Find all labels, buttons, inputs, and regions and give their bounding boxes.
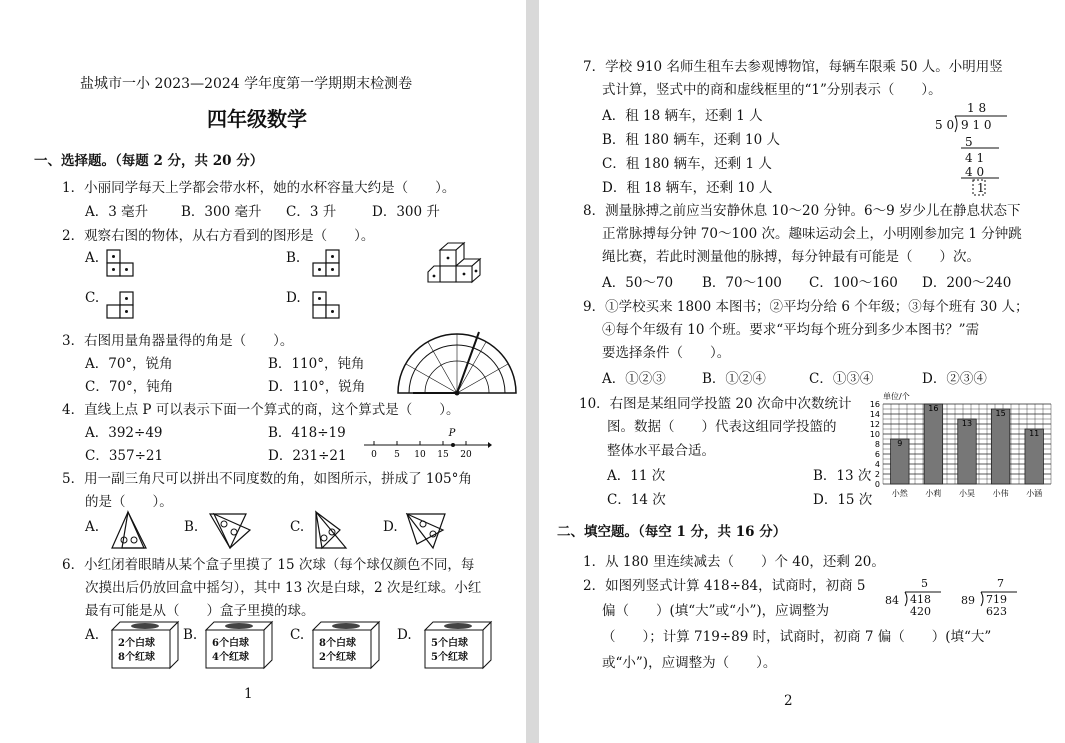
fill-2-division-2: [961, 578, 1021, 622]
exam-header: 盐城市一小 2023—2024 学年度第一学期期末检测卷: [80, 76, 413, 92]
section-2-heading: 二、填空题。（每空 1 分，共 16 分）: [557, 524, 787, 540]
q6-stem-line-3: 最有可能是从（ ）盒子里摸的球。: [85, 603, 315, 619]
chart-x-tick: 小昊: [959, 489, 975, 498]
q1-option-d[interactable]: D．300 升: [372, 204, 440, 220]
q4-option-d[interactable]: D．231÷21: [268, 448, 347, 464]
q2-shape-c: [105, 290, 137, 322]
q6-option-a[interactable]: A.: [85, 627, 100, 643]
q1-stem: 1．小丽同学每天上学都会带水杯，她的水杯容量大约是（ ）。: [62, 180, 456, 196]
q7-step-3: 4 0: [965, 165, 985, 179]
q3-option-c[interactable]: C．70°，钝角: [85, 379, 174, 395]
number-line-tick: 0: [371, 450, 377, 460]
div1-quotient: 5: [921, 577, 928, 590]
q2-shape-b: [311, 248, 343, 280]
q7-step-2: 4 1: [965, 151, 985, 165]
q10-stem-line-1: 10．右图是某组同学投篮 20 次命中次数统计: [579, 396, 852, 412]
q8-stem-line-2: 正常脉搏每分钟 70～100 次。趣味运动会上，小明刚参加完 1 分钟跳: [602, 226, 1022, 242]
ball-box-b: [206, 622, 272, 668]
q3-option-d[interactable]: D．110°，锐角: [268, 379, 366, 395]
chart-y-tick: 16: [869, 400, 880, 409]
q4-option-b[interactable]: B．418÷19: [268, 425, 346, 441]
chart-y-tick: 4: [874, 460, 880, 469]
chart-y-tick: 6: [874, 450, 880, 459]
q10-stem-line-2: 图。数据（ ）代表这组同学投篮的: [607, 419, 837, 435]
number-line-tick: 20: [460, 450, 472, 460]
div2-divisor: 89: [961, 594, 975, 607]
q2-option-b[interactable]: B.: [286, 250, 301, 266]
q5-stem-line-1: 5．用一副三角尺可以拼出不同度数的角，如图所示，拼成了 105°角: [62, 471, 472, 487]
chart-y-tick: 0: [874, 480, 880, 489]
q8-stem-line-3: 绳比赛，若此时测量他的脉搏，每分钟最有可能是（ ）次。: [602, 249, 980, 265]
number-line-tick: 10: [414, 450, 426, 460]
q2-cubes-figure: [426, 240, 494, 286]
q7-option-c[interactable]: C．租 180 辆车，还剩 1 人: [602, 156, 772, 172]
div2-product: 623: [986, 605, 1007, 618]
q8-option-d[interactable]: D．200～240: [922, 275, 1012, 291]
chart-y-tick: 8: [874, 440, 880, 449]
q5-triangles-a: [108, 510, 150, 550]
page-number-1: 1: [244, 686, 253, 702]
div2-quotient: 7: [997, 577, 1004, 590]
q9-option-a[interactable]: A．①②③: [602, 371, 666, 387]
q7-quotient: 1 8: [967, 101, 987, 115]
chart-y-tick: 12: [869, 420, 880, 429]
fill-2-division-1: [885, 578, 945, 622]
div2-dividend: 719: [986, 593, 1007, 606]
q9-stem-line-2: ④每个年级有 10 个班。要求“平均每个班分到多少本图书？”需: [602, 322, 980, 338]
page-2: [539, 0, 1065, 743]
chart-x-tick: 小涵: [1026, 489, 1043, 498]
q4-stem: 4．直线上点 P 可以表示下面一个算式的商，这个算式是（ ）。: [62, 402, 460, 418]
q2-shape-d: [311, 290, 343, 322]
q7-divisor: 5 0: [935, 118, 955, 132]
q10-option-c[interactable]: C．14 次: [607, 492, 666, 508]
chart-x-tick: 小伟: [992, 489, 1009, 498]
chart-bar: [958, 419, 976, 484]
q7-stem-line-1: 7．学校 910 名师生租车去参观博物馆，每辆车限乘 50 人。小明用竖: [583, 59, 1003, 75]
box-c-line-1: 8个白球: [319, 638, 356, 649]
q4-option-a[interactable]: A．392÷49: [85, 425, 163, 441]
fill-1: 1．从 180 里连续减去（ ）个 40，还剩 20。: [583, 554, 885, 570]
fill-2-line-4: 或“小”)，应调整为（ ）。: [602, 655, 777, 671]
q5-option-b[interactable]: B.: [184, 519, 199, 535]
q10-option-b[interactable]: B．13 次: [813, 468, 872, 484]
exam-title: 四年级数学: [207, 107, 307, 131]
q5-option-a[interactable]: A.: [85, 519, 100, 535]
chart-y-tick: 10: [869, 430, 880, 439]
q5-triangles-b: [206, 510, 254, 550]
q3-option-a[interactable]: A．70°，锐角: [85, 356, 173, 372]
q7-long-division: [933, 100, 1013, 198]
div1-dividend: 418: [910, 593, 931, 606]
q3-option-b[interactable]: B．110°，钝角: [268, 356, 365, 372]
q2-shape-a: [105, 248, 137, 280]
section-1-heading: 一、选择题。（每题 2 分，共 20 分）: [34, 153, 264, 169]
number-line-tick: 5: [394, 450, 400, 460]
fill-2-line-3: （ ）；计算 719÷89 时，试商时，初商 7 偏（ ）(填“大”: [602, 629, 992, 645]
q7-option-b[interactable]: B．租 180 辆车，还剩 10 人: [602, 132, 781, 148]
box-d-line-2: 5个红球: [431, 652, 468, 663]
q6-option-c[interactable]: C.: [290, 627, 305, 643]
q1-option-c[interactable]: C．3 升: [286, 204, 337, 220]
ball-box-a: [112, 622, 178, 668]
q5-triangles-c: [310, 510, 350, 550]
box-b-line-1: 6个白球: [212, 638, 249, 649]
q6-stem-line-1: 6．小红闭着眼睛从某个盒子里摸了 15 次球（每个球仅颜色不同，每: [62, 557, 475, 573]
q6-stem-line-2: 次摸出后仍放回盒中摇匀），其中 13 次是白球，2 次是红球。小红: [85, 580, 482, 596]
box-a-line-1: 2个白球: [118, 638, 155, 649]
q9-stem-line-3: 要选择条件（ ）。: [602, 345, 731, 361]
q5-option-d[interactable]: D.: [383, 519, 398, 535]
q8-option-b[interactable]: B．70～100: [702, 275, 782, 291]
chart-bar: [991, 409, 1009, 484]
q7-option-a[interactable]: A．租 18 辆车，还剩 1 人: [602, 108, 763, 124]
q6-option-b[interactable]: B.: [183, 627, 198, 643]
number-line-point-label: P: [448, 428, 456, 439]
q1-option-b[interactable]: B．300 毫升: [181, 204, 262, 220]
q2-option-d[interactable]: D.: [286, 290, 301, 306]
div1-divisor: 84: [885, 594, 899, 607]
q7-dividend: 9 1 0: [961, 118, 992, 132]
div1-product: 420: [910, 605, 931, 618]
q2-stem: 2．观察右图的物体，从右方看到的图形是（ ）。: [62, 228, 375, 244]
chart-value-label: 9: [897, 439, 903, 448]
q8-stem-line-1: 8．测量脉搏之前应当安静休息 10～20 分钟。6～9 岁少儿在静息状态下: [583, 203, 1021, 219]
number-line-figure: [362, 425, 492, 459]
q8-option-c[interactable]: C．100～160: [809, 275, 898, 291]
q10-option-a[interactable]: A．11 次: [607, 468, 666, 484]
q10-stem-line-3: 整体水平最合适。: [607, 443, 715, 459]
chart-bar: [924, 404, 942, 484]
ball-box-c: [313, 622, 379, 668]
q2-option-a[interactable]: A.: [85, 250, 100, 266]
chart-unit-label: 单位/个: [883, 392, 910, 401]
box-a-line-2: 8个红球: [118, 652, 155, 663]
q4-option-c[interactable]: C．357÷21: [85, 448, 164, 464]
fill-2-line-1: 2．如图列竖式计算 418÷84，试商时，初商 5: [583, 578, 866, 594]
ball-box-d: [425, 622, 491, 668]
q7-remainder: 1: [977, 181, 985, 195]
q7-stem-line-2: 式计算，竖式中的商和虚线框里的“1”分别表示（ ）。: [602, 82, 942, 98]
chart-y-tick: 14: [869, 410, 880, 419]
q9-option-b[interactable]: B．①②④: [702, 371, 766, 387]
q5-stem-line-2: 的是（ ）。: [85, 494, 173, 510]
page-1: [0, 0, 526, 743]
chart-x-tick: 小莉: [925, 489, 942, 498]
q5-option-c[interactable]: C.: [290, 519, 305, 535]
q9-stem-line-1: 9．①学校买来 1800 本图书；②平均分给 6 个年级；③每个班有 30 人；: [583, 299, 1029, 315]
chart-y-tick: 2: [874, 470, 880, 479]
q8-option-a[interactable]: A．50～70: [602, 275, 674, 291]
q5-triangles-d: [403, 510, 449, 550]
q9-option-d[interactable]: D．②③④: [922, 371, 987, 387]
q2-option-c[interactable]: C.: [85, 290, 100, 306]
chart-x-tick: 小然: [891, 489, 908, 498]
protractor-figure: [395, 330, 520, 396]
q10-bar-chart: [865, 390, 1055, 502]
q9-option-c[interactable]: C．①③④: [809, 371, 874, 387]
chart-value-label: 16: [928, 404, 939, 413]
q7-option-d[interactable]: D．租 18 辆车，还剩 10 人: [602, 180, 773, 196]
chart-value-label: 15: [995, 409, 1006, 418]
page-number-2: 2: [784, 693, 793, 709]
q10-option-d[interactable]: D．15 次: [813, 492, 873, 508]
number-line-tick: 15: [437, 450, 449, 460]
box-d-line-1: 5个白球: [431, 638, 468, 649]
q1-option-a[interactable]: A．3 毫升: [85, 204, 149, 220]
box-b-line-2: 4个红球: [212, 652, 249, 663]
chart-value-label: 11: [1029, 429, 1040, 438]
q3-stem: 3．右图用量角器量得的角是（ ）。: [62, 333, 294, 349]
box-c-line-2: 2个红球: [319, 652, 356, 663]
q6-option-d[interactable]: D.: [397, 627, 412, 643]
fill-2-line-2: 偏（ ）(填“大”或“小”)，应调整为: [602, 603, 830, 619]
q7-step-1: 5: [965, 135, 973, 149]
chart-value-label: 13: [961, 419, 973, 428]
